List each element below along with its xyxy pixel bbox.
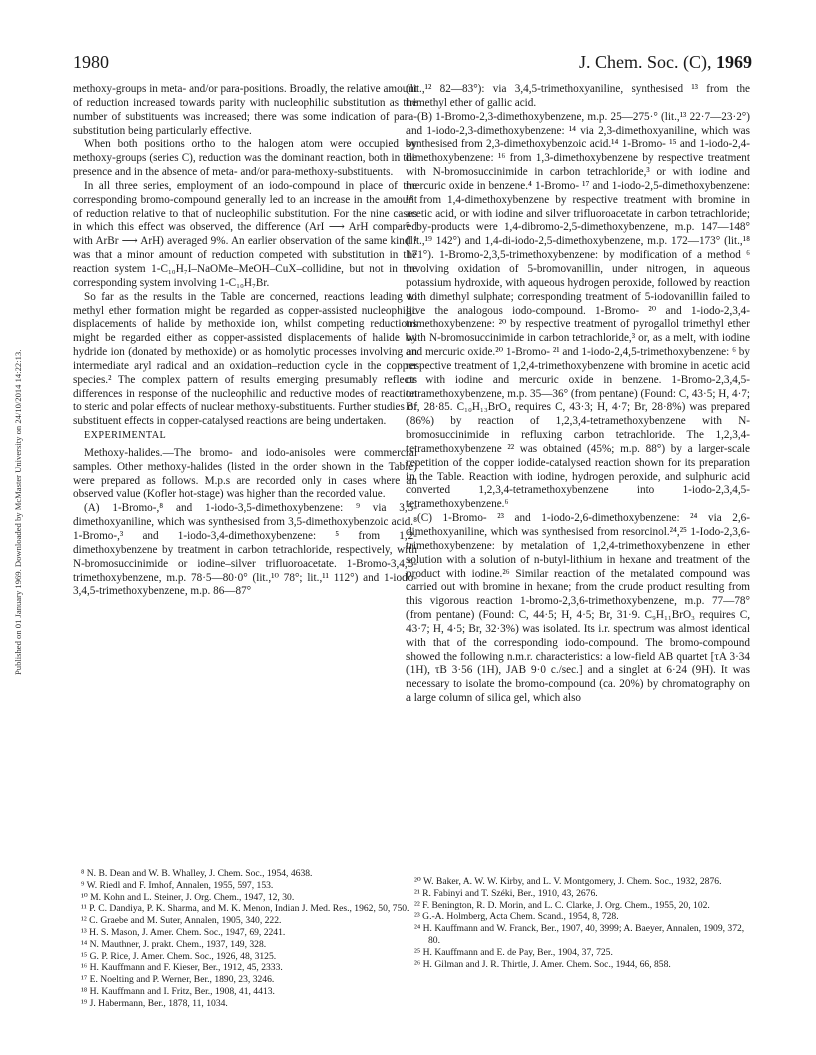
paragraph: So far as the results in the Table are concerned, reactions leading to methyl ether formation might be regarded as copper-assisted nucleophilic displacements of halide by methoxide ion, whilst competing reductions might be regarded either as copper-assisted displacements of halide by hydride ion (donated by methoxide) or as homolytic processes involving an intermediate aryl radical and an oxidation–reduction cycle in the copper species.² The complex pattern of results emerging presumably reflects differences in response of the nucleophilic and reductive modes of reaction to steric and polar effects of nuclear methoxy-substituents. Further studies of substituent effects in copper-catalysed reactions are being undertaken.	[73, 290, 417, 428]
footnote: ²⁰ W. Baker, A. W. W. Kirby, and L. V. Montgomery, J. Chem. Soc., 1932, 2876.	[414, 876, 722, 887]
paragraph: (A) 1-Bromo-,⁸ and 1-iodo-3,5-dimethoxybenzene: ⁹ via 3,5-dimethoxyaniline, which was synthesised from 3,5-dimethoxybenzoic acid.⁸ 1-Bromo-,³ and 1-iodo-3,4-dimethoxybenzene: ⁵ from 1,2-dimethoxybenzene by treatment in carbon tetrachloride, respectively, with N-bromosuccinimide or iodine–silver trifluoroacetate. 1-Bromo-3,4,5-trimethoxybenzene, m.p. 78·5—80·0° (lit.,¹⁰ 78°; lit.,¹¹ 112°) and 1-iodo-3,4,5-trimethoxybenzene, m.p. 86—87°	[73, 502, 417, 598]
footnote: ²² F. Benington, R. D. Morin, and L. C. Clarke, J. Org. Chem., 1955, 20, 102.	[414, 899, 710, 911]
paragraph: methoxy-groups in meta- and/or para-positions. Broadly, the relative amount of reduction increased towards parity with nucleophilic substitution as the number of substituents was increased; there was some indication of para-substitution being particularly effective.	[73, 83, 417, 137]
footnote: ²⁶ H. Gilman and J. R. Thirtle, J. Amer. Chem. Soc., 1944, 66, 858.	[414, 958, 671, 970]
footnote: ²¹ R. Fabinyi and T. Széki, Ber., 1910, 43, 2676.	[414, 887, 598, 899]
page-number: 1980	[73, 52, 109, 72]
journal-header	[579, 52, 752, 73]
paragraph: (C) 1-Bromo- ²³ and 1-iodo-2,6-dimethoxybenzene: ²⁴ via 2,6-dimethoxyaniline, which was synthesised from resorcinol.²⁴,²⁵ 1-Iodo-2,3,6-trimethoxybenzene: by metalation of 1,2,4-trimethoxybenzene in ether solution with a solution of n-butyl-lithium in hexane and treatment of the product with iodine.²⁶ Similar reaction of the metalated compound was carried out with bromine in hexane; from the crude product resulting from this vigorous reaction 1-bromo-2,3,6-trimethoxybenzene, m.p. 77—78° (from pentane) (Found: C, 44·5; H, 4·5; Br, 31·9. C₉H₁₁BrO₃ requires C, 43·7; H, 4·5; Br, 32·3%) was isolated. Its i.r. spectrum was almost identical with that of the corresponding iodo-compound. The bromo-compound showed the following n.m.r. characteristics: a low-field AB quartet [τA 3·34 (1H), τB 3·56 (1H), JAB 9·0 c./sec.] and a singlet at 6·24 (9H). It was necessary to isolate the bromo-compound (ca. 20%) by chromatography on a large column of silica gel, which also	[406, 512, 750, 705]
footnote: ⁹ W. Riedl and F. Imhof, Annalen, 1955, 597, 153.	[81, 879, 274, 891]
footnote: ¹⁰ M. Kohn and L. Steiner, J. Org. Chem., 1947, 12, 30.	[81, 891, 295, 903]
journal-year: 1969	[716, 52, 752, 72]
section-heading: EXPERIMENTAL	[84, 430, 167, 442]
download-note: Published on 01 January 1969. Downloaded by McMaster University on 24/10/2014 14:22:13.	[13, 349, 23, 675]
right-footnotes	[406, 876, 750, 970]
paragraph: Methoxy-halides.—The bromo- and iodo-anisoles were commercial samples. Other methoxy-halides (listed in the order shown in the Table) were prepared as follows. M.p.s are recorded only in cases where an observed value (Kofler hot-stage) was higher than the recorded value.	[73, 446, 417, 501]
footnote: ²⁵ H. Kauffmann and E. de Pay, Ber., 1904, 37, 725.	[414, 946, 613, 958]
paragraph: In all three series, employment of an iodo-compound in place of the corresponding bromo-compound generally led to an increase in the amount of reduction relative to that of nucleophilic substitution. For the nine cases in which this effect was observed, the difference (ArI ⟶ ArH compared with ArBr ⟶ ArH) averaged 9%. An earlier observation of the same kind ¹ was that a minor amount of reduction competed with substitution in the reaction system 1-C₁₀H₇I–NaOMe–MeOH–CuX–collidine, but not in the corresponding system involving 1-C₁₀H₇Br.	[73, 179, 417, 289]
right-column	[406, 83, 750, 706]
footnote: ¹⁵ G. P. Rice, J. Amer. Chem. Soc., 1926, 48, 3125.	[81, 950, 277, 962]
footnote: ¹⁶ H. Kauffmann and F. Kieser, Ber., 1912, 45, 2333.	[81, 962, 283, 974]
left-column	[73, 83, 417, 599]
footnote: ¹⁷ E. Noelting and P. Werner, Ber., 1890, 23, 3246.	[81, 974, 275, 986]
left-footnotes	[73, 868, 417, 1010]
download-watermark	[11, 210, 25, 680]
footnote: ¹⁸ H. Kauffmann and I. Fritz, Ber., 1908, 41, 4413.	[81, 985, 275, 997]
footnote: ¹⁴ N. Mauthner, J. prakt. Chem., 1937, 149, 328.	[81, 938, 267, 950]
footnote: ¹⁹ J. Habermann, Ber., 1878, 11, 1034.	[81, 997, 228, 1009]
footnote: ¹³ H. S. Mason, J. Amer. Chem. Soc., 1947, 69, 2241.	[81, 926, 286, 938]
footnote: ⁸ N. B. Dean and W. B. Whalley, J. Chem. Soc., 1954, 4638.	[81, 868, 313, 879]
footnote: ¹¹ P. C. Dandiya, P. K. Sharma, and M. K. Menon, Indian J. Med. Res., 1962, 50, 750.	[81, 903, 410, 915]
footnote: ¹² C. Graebe and M. Suter, Annalen, 1905, 340, 222.	[81, 915, 282, 927]
paragraph: When both positions ortho to the halogen atom were occupied by methoxy-groups (series C), reduction was the dominant reaction, both in the presence and in the absence of meta- and/or para-methoxy-substituents.	[73, 138, 417, 179]
paragraph: (B) 1-Bromo-2,3-dimethoxybenzene, m.p. 25—275·° (lit.,¹³ 22·7—23·2°) and 1-iodo-2,3-dimethoxybenzene: ¹⁴ via 2,3-dimethoxyaniline, which was synthesised from 2,3-dimethoxybenzoic acid.¹⁴ 1-Bromo- ¹⁵ and 1-iodo-2,4-dimethoxybenzene: ¹⁶ from 1,3-dimethoxybenzene by respective treatment with N-bromosuccinimide in carbon tetrachloride,³ or with iodine and mercuric oxide in benzene.⁴ 1-Bromo- ¹⁷ and 1-iodo-2,5-dimethoxybenzene: ¹⁸ from 1,4-dimethoxybenzene by respective treatment with bromine in acetic acid, or with iodine and silver trifluoroacetate in carbon tetrachloride; ⁵ by-products were 1,4-dibromo-2,5-dimethoxybenzene, m.p. 147—148° (lit.,¹⁹ 142°) and 1,4-di-iodo-2,5-dimethoxybenzene, m.p. 172—173° (lit.,¹⁸ 171°). 1-Bromo-2,3,5-trimethoxybenzene: by modification of a method ⁶ involving oxidation of 5-bromovanillin, under nitrogen, in aqueous potassium hydroxide, with aqueous hydrogen peroxide, followed by reaction with dimethyl sulphate; corresponding treatment of 5-iodovanillin failed to give the analogous iodo-compound. 1-Bromo- ²⁰ and 1-iodo-2,3,4-trimethoxybenzene: ²⁰ by respective treatment of pyrogallol trimethyl ether with N-bromosuccinimide in carbon tetrachloride,³ or, as a melt, with iodine and mercuric oxide.²⁰ 1-Bromo- ²¹ and 1-iodo-2,4,5-trimethoxybenzene: ⁶ by respective treatment of 1,2,4-trimethoxybenzene with bromine in acetic acid or with iodine and mercuric oxide in benzene. 1-Bromo-2,3,4,5-tetramethoxybenzene, m.p. 35—36° (from pentane) (Found: C, 43·5; H, 4·7; Br, 28·85. C₁₀H₁₃BrO₄ requires C, 43·3; H, 4·7; Br, 28·8%) was prepared (86%) by reaction of 1,2,3,4-tetramethoxybenzene with N-bromosuccinimide in refluxing carbon tetrachloride. The 1,2,3,4-tetramethoxybenzene ²² was obtained (45%; m.p. 88°) by a larger-scale repetition of the copper iodide-catalysed reaction shown for its preparation in the Table. Reaction with iodine, hydrogen peroxide, and sulphuric acid converted 1,2,3,4-tetramethoxybenzene into 1-iodo-2,3,4,5-tetramethoxybenzene.⁶	[406, 110, 750, 511]
journal-name: J. Chem. Soc. (C),	[579, 52, 712, 72]
footnote: ²⁴ H. Kauffmann and W. Franck, Ber., 1907, 40, 3999; A. Baeyer, Annalen, 1909, 372, 80.	[414, 923, 745, 946]
paragraph: (lit.,¹² 82—83°): via 3,4,5-trimethoxyaniline, synthesised ¹³ from the trimethyl ether of gallic acid.	[406, 83, 750, 109]
footnote: ²³ G.-A. Holmberg, Acta Chem. Scand., 1954, 8, 728.	[414, 911, 619, 923]
